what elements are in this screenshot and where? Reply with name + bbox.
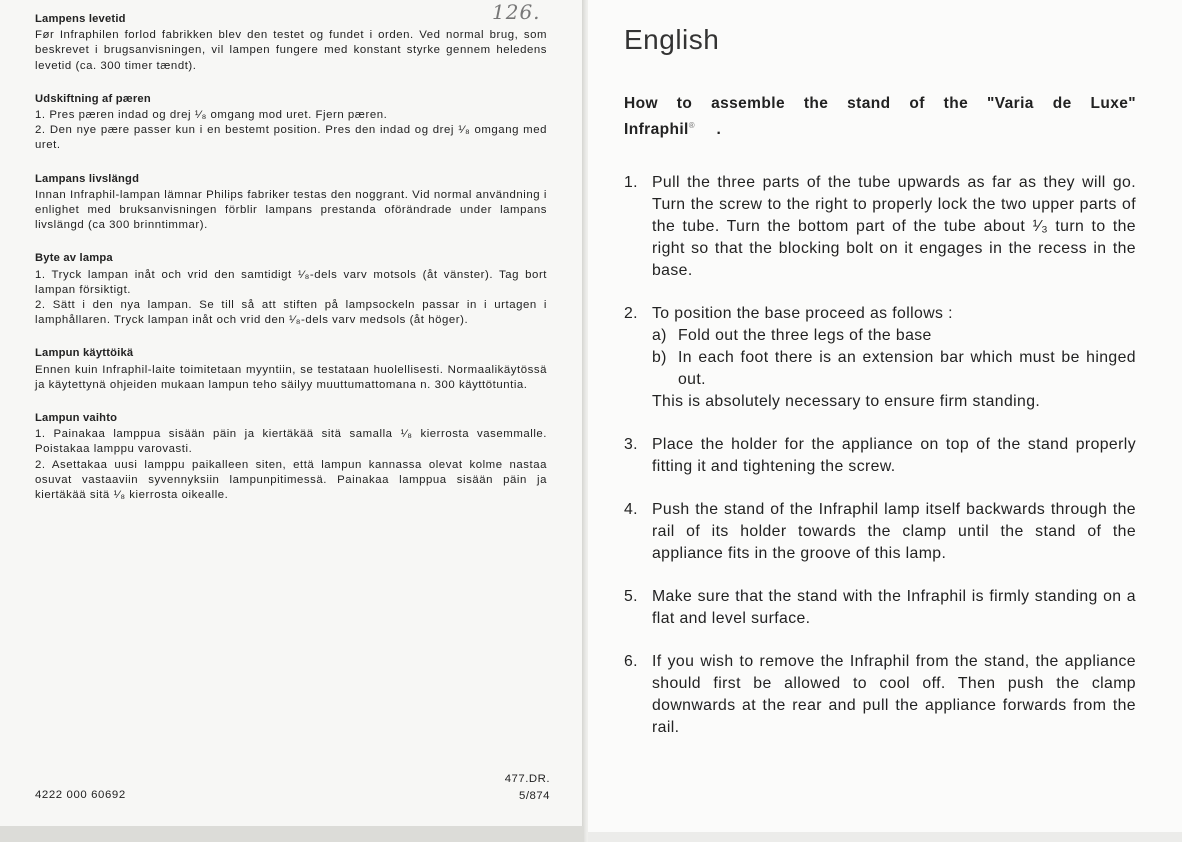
step-number: 1. bbox=[624, 174, 638, 191]
reference-line-1: 477.DR. bbox=[504, 773, 550, 785]
section-body: Ennen kuin Infraphil-laite toimitetaan myyntiin, se testataan huolellisesti. Normaalikäytössä ja käytettynä ohjeiden mukaan lampun teho säilyy muuttumattomana n. 300 käyttötuntia. bbox=[35, 363, 547, 391]
step-number: 3. bbox=[624, 436, 638, 453]
step-text: Pull the three parts of the tube upwards as far as they will go. Turn the screw to the right to properly lock the two upper parts of the tube. Turn the bottom part of the tube about ¹⁄₃ turn to the right so that the blocking bolt on it engages in the recess in the base. bbox=[652, 174, 1136, 279]
step-note: This is absolutely necessary to ensure firm standing. bbox=[652, 393, 1041, 410]
page-edge-left bbox=[0, 826, 584, 842]
section-title: Byte av lampa bbox=[35, 252, 113, 265]
assembly-steps bbox=[624, 172, 1136, 760]
substep-text: Fold out the three legs of the base bbox=[678, 327, 932, 344]
step-text: If you wish to remove the Infraphil from the stand, the appliance should first be allowed to cool off. Then push the clamp downwards at the rear and pull the appliance forwards from the rail. bbox=[652, 653, 1136, 736]
heading-text: How to assemble the stand of the "Varia de Luxe" Infraphil bbox=[624, 95, 1136, 139]
document-reference bbox=[400, 771, 550, 805]
step-text: Make sure that the stand with the Infraphil is firmly standing on a flat and level surface. bbox=[652, 588, 1136, 627]
heading-period: . bbox=[716, 121, 722, 139]
substep-text: In each foot there is an extension bar which must be hinged out. bbox=[678, 349, 1136, 388]
substep-label: a) bbox=[652, 327, 667, 344]
section-body: 1. Painakaa lamppua sisään päin ja kiertäkää sitä samalla ¹⁄₈ kierrosta vasemmalle. Poistakaa lamppu varovasti. 2. Asettakaa uusi lamppu paikalleen siten, että lampun kannassa olevat kolme nastaa osuvat vastaaviin syvennyksiin lampunpitimessä. Painakaa lamppua sisään päin ja kiertäkää sitä ¹⁄₈ kierrosta oikealle. bbox=[35, 428, 547, 502]
step-1 bbox=[624, 172, 1136, 282]
document-code: 4222 000 60692 bbox=[35, 789, 126, 801]
section-body: 1. Pres pæren indad og drej ¹⁄₈ omgang mod uret. Fjern pæren. 2. Den nye pære passer kun i en bestemt position. Pres den indad og drej ¹⁄₈ omgang med uret. bbox=[35, 109, 547, 152]
reference-line-2: 5/874 bbox=[518, 790, 550, 802]
step-number: 5. bbox=[624, 588, 638, 605]
step-text: To position the base proceed as follows : bbox=[652, 305, 953, 322]
step-6 bbox=[624, 651, 1136, 739]
section-danish-lifetime bbox=[35, 12, 547, 74]
section-finnish-lamp-replacement bbox=[35, 411, 547, 503]
step-number: 4. bbox=[624, 501, 638, 518]
page-edge-right bbox=[588, 832, 1182, 842]
right-page bbox=[588, 0, 1182, 842]
registered-mark: ® bbox=[688, 121, 696, 130]
section-body: Før Infraphilen forlod fabrikken blev den testet og fundet i orden. Ved normal brug, som beskrevet i brugsanvisningen, vil lampen fungere med konstant styrke gennem heledens levetid (ca. 300 timer tændt). bbox=[35, 29, 547, 72]
section-title: Lampun vaihto bbox=[35, 412, 118, 425]
section-title: Lampun käyttöikä bbox=[35, 347, 134, 360]
instructions-heading bbox=[624, 93, 1136, 141]
step-text: Push the stand of the Infraphil lamp itself backwards through the rail of its holder towards the clamp until the stand of the appliance fits in the groove of this lamp. bbox=[652, 501, 1136, 562]
handwritten-page-note: 126. bbox=[492, 0, 541, 24]
step-3 bbox=[624, 434, 1136, 478]
substep-a bbox=[652, 325, 1136, 347]
left-text-column bbox=[35, 12, 547, 521]
left-page bbox=[0, 0, 584, 842]
step-4 bbox=[624, 499, 1136, 565]
substep-label: b) bbox=[652, 349, 667, 366]
step-5 bbox=[624, 586, 1136, 630]
step-text: Place the holder for the appliance on top of the stand properly fitting it and tightening the screw. bbox=[652, 436, 1136, 475]
step-2 bbox=[624, 303, 1136, 413]
section-body: Innan Infraphil-lampan lämnar Philips fabriker testas den noggrant. Vid normal användning i enlighet med bruksanvisningen förblir lampans prestanda oförändrade under lampans livslängd (ca 300 brinntimmar). bbox=[35, 188, 547, 232]
section-swedish-lamp-replacement bbox=[35, 251, 547, 328]
section-swedish-lifetime bbox=[35, 172, 547, 234]
language-title: English bbox=[624, 24, 720, 55]
section-title: Udskiftning af pæren bbox=[35, 92, 151, 105]
section-danish-bulb-replacement bbox=[35, 92, 547, 154]
section-finnish-lifetime bbox=[35, 346, 547, 393]
substep-b bbox=[652, 347, 1136, 391]
section-title: Lampens levetid bbox=[35, 13, 126, 25]
step-number: 2. bbox=[624, 305, 638, 322]
section-body: 1. Tryck lampan inåt och vrid den samtidigt ¹⁄₈-dels varv motsols (åt vänster). Tag bort lampan försiktigt. 2. Sätt i den nya lampan. Se till så att stiften på lampsockeln passar in i urtagen i lamphållaren. Tryck lampan inåt och vrid den ¹⁄₈-dels varv medsols (åt höger). bbox=[35, 268, 547, 327]
section-title: Lampans livslängd bbox=[35, 172, 140, 185]
step-number: 6. bbox=[624, 653, 638, 670]
